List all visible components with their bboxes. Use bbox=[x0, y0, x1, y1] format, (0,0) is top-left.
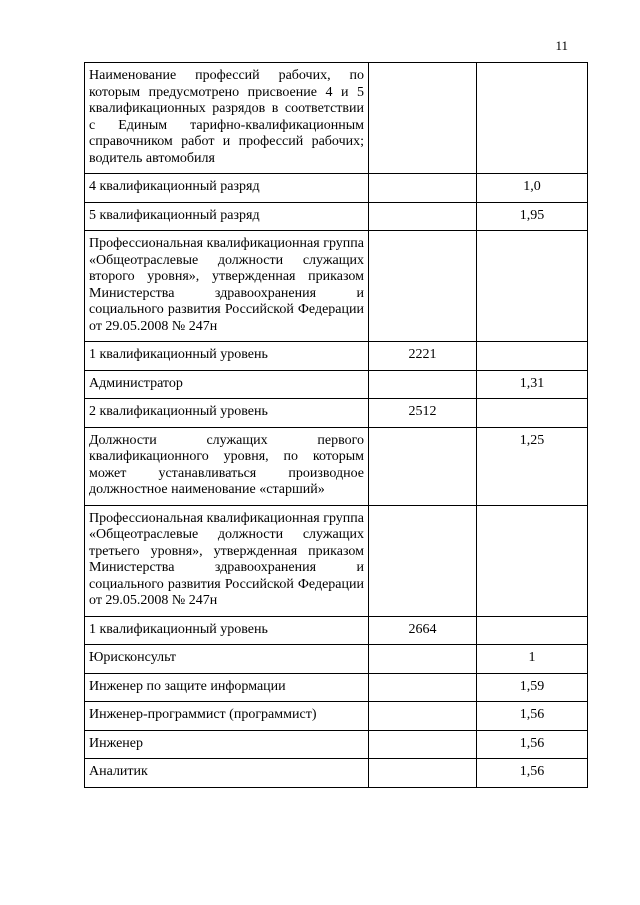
coefficient-cell bbox=[477, 505, 588, 616]
table-row bbox=[85, 505, 588, 616]
coefficient-cell: 1 bbox=[477, 645, 588, 674]
table-row bbox=[85, 399, 588, 428]
position-name-cell: Профессиональная квалификационная группа «Общеотраслевые должности служащих второго уровня», утвержденная приказом Министерства здравоохранения и социального развития Российской Федерации от 29.05.2008 № 247н bbox=[85, 231, 369, 342]
position-name-cell: 1 квалификационный уровень bbox=[85, 342, 369, 371]
code-cell bbox=[369, 505, 477, 616]
position-name-cell: Профессиональная квалификационная группа «Общеотраслевые должности служащих третьего уровня», утвержденная приказом Министерства здравоохранения и социального развития Российской Федерации от 29.05.2008 № 247н bbox=[85, 505, 369, 616]
code-cell bbox=[369, 231, 477, 342]
coefficient-cell: 1,56 bbox=[477, 702, 588, 731]
coefficient-cell: 1,56 bbox=[477, 730, 588, 759]
position-name-cell: 2 квалификационный уровень bbox=[85, 399, 369, 428]
code-cell bbox=[369, 645, 477, 674]
position-name-cell: 4 квалификационный разряд bbox=[85, 174, 369, 203]
coefficient-cell bbox=[477, 342, 588, 371]
position-name-cell: Инженер-программист (программист) bbox=[85, 702, 369, 731]
code-cell: 2221 bbox=[369, 342, 477, 371]
coefficient-cell: 1,31 bbox=[477, 370, 588, 399]
code-cell: 2664 bbox=[369, 616, 477, 645]
code-cell bbox=[369, 759, 477, 788]
page-number: 11 bbox=[555, 38, 568, 53]
coefficient-cell: 1,0 bbox=[477, 174, 588, 203]
coefficient-cell: 1,25 bbox=[477, 427, 588, 505]
coefficient-cell: 1,59 bbox=[477, 673, 588, 702]
code-cell bbox=[369, 174, 477, 203]
table-row bbox=[85, 342, 588, 371]
code-cell bbox=[369, 730, 477, 759]
coefficient-cell: 1,95 bbox=[477, 202, 588, 231]
position-name-cell: 5 квалификационный разряд bbox=[85, 202, 369, 231]
coefficient-cell bbox=[477, 231, 588, 342]
coefficient-cell bbox=[477, 63, 588, 174]
position-name-cell: Юрисконсульт bbox=[85, 645, 369, 674]
table-row bbox=[85, 174, 588, 203]
code-cell bbox=[369, 427, 477, 505]
table-row bbox=[85, 616, 588, 645]
code-cell bbox=[369, 202, 477, 231]
position-name-cell: Должности служащих первого квалификационного уровня, по которым может устанавливаться производное должностное наименование «старший» bbox=[85, 427, 369, 505]
table-row bbox=[85, 231, 588, 342]
table-row bbox=[85, 427, 588, 505]
salary-coefficient-table bbox=[84, 62, 588, 788]
table-row bbox=[85, 645, 588, 674]
code-cell bbox=[369, 702, 477, 731]
position-name-cell: Инженер по защите информации bbox=[85, 673, 369, 702]
code-cell bbox=[369, 673, 477, 702]
table-row bbox=[85, 202, 588, 231]
table-row bbox=[85, 702, 588, 731]
position-name-cell: Инженер bbox=[85, 730, 369, 759]
position-name-cell: 1 квалификационный уровень bbox=[85, 616, 369, 645]
table-row bbox=[85, 730, 588, 759]
table-row bbox=[85, 370, 588, 399]
coefficient-cell bbox=[477, 616, 588, 645]
coefficient-cell: 1,56 bbox=[477, 759, 588, 788]
code-cell bbox=[369, 63, 477, 174]
code-cell: 2512 bbox=[369, 399, 477, 428]
table-row bbox=[85, 63, 588, 174]
coefficient-cell bbox=[477, 399, 588, 428]
table-row bbox=[85, 759, 588, 788]
table-row bbox=[85, 673, 588, 702]
position-name-cell: Наименование профессий рабочих, по которым предусмотрено присвоение 4 и 5 квалификационных разрядов в соответствии с Единым тарифно-квалификационным справочником работ и профессий рабочих; водитель автомобиля bbox=[85, 63, 369, 174]
code-cell bbox=[369, 370, 477, 399]
position-name-cell: Аналитик bbox=[85, 759, 369, 788]
position-name-cell: Администратор bbox=[85, 370, 369, 399]
